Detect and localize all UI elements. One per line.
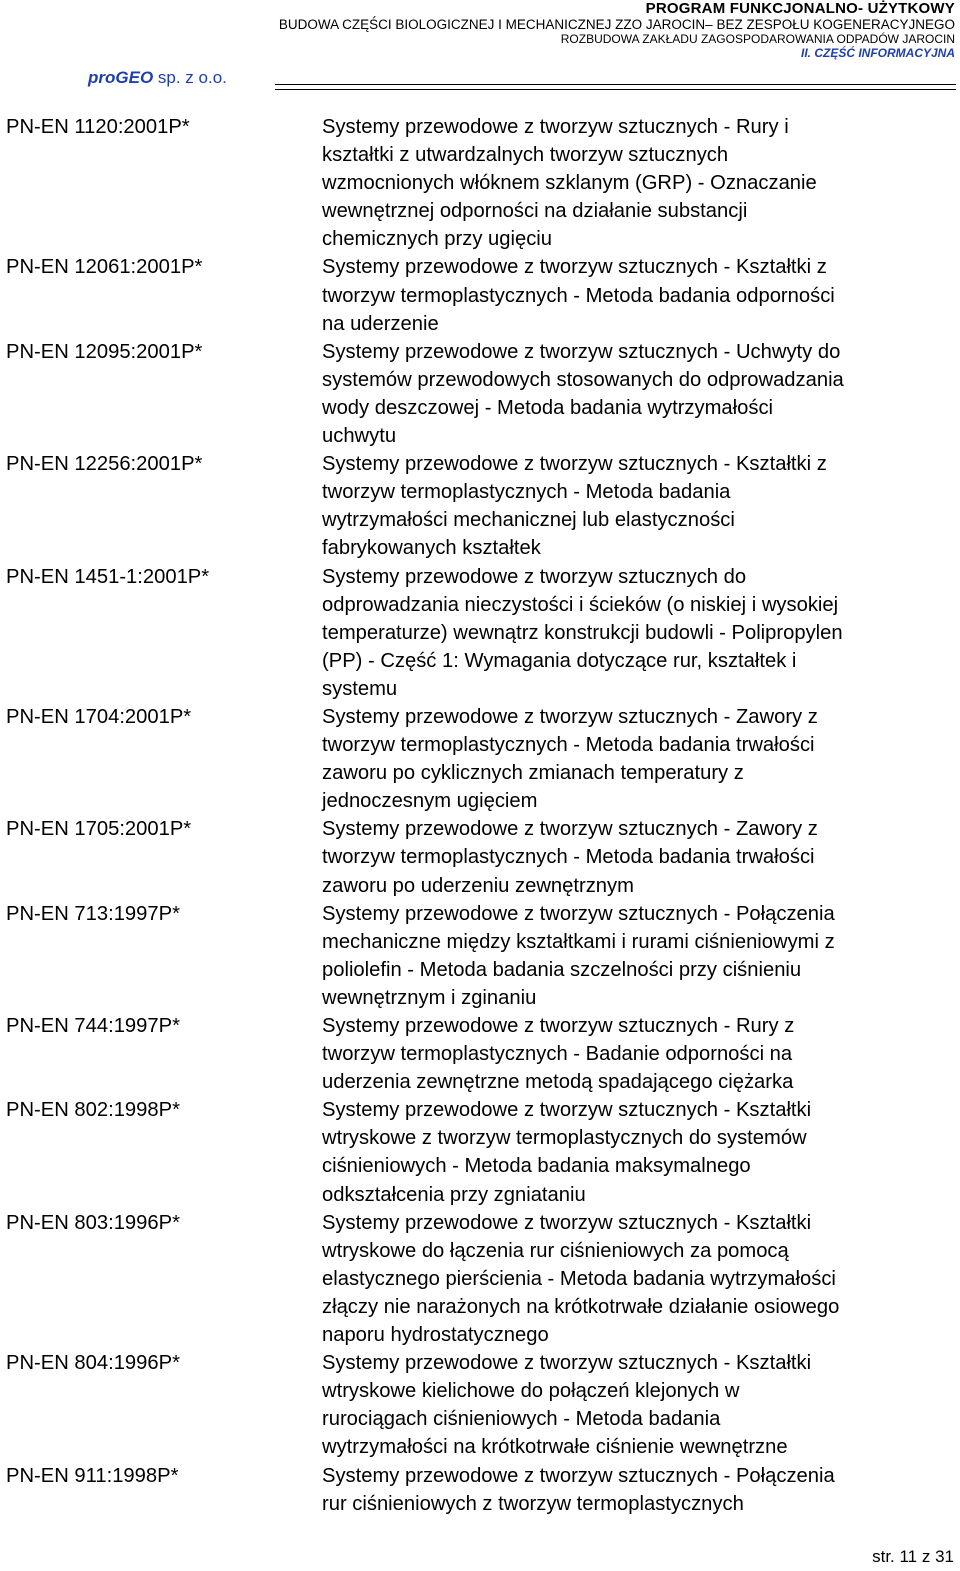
standard-description (322, 450, 958, 562)
standard-description (322, 1012, 958, 1096)
brand-name: proGEO (88, 68, 154, 87)
standard-row (0, 338, 960, 450)
description-line: tworzyw termoplastycznych - Metoda badania odporności (322, 284, 835, 307)
standard-row (0, 1096, 960, 1208)
description-line: chemicznych przy ugięciu (322, 228, 553, 251)
standard-description (322, 253, 958, 337)
standard-code: PN-EN 12095:2001P* (6, 340, 203, 363)
standard-description (322, 703, 958, 815)
page-header (279, 0, 955, 61)
standard-row (0, 1462, 960, 1518)
description-line: zaworu po cyklicznych zmianach temperatury z (322, 762, 744, 785)
standard-row (0, 703, 960, 815)
standard-code: PN-EN 12061:2001P* (6, 256, 203, 279)
standard-row (0, 113, 960, 253)
description-line: fabrykowanych kształtek (322, 537, 541, 560)
header-divider (275, 84, 956, 90)
description-line: rur ciśnieniowych z tworzyw termoplastycznych (322, 1492, 744, 1515)
description-line: naporu hydrostatycznego (322, 1324, 549, 1347)
standards-list (0, 113, 960, 1518)
standard-row (0, 1209, 960, 1349)
description-line: tworzyw termoplastycznych - Metoda badania (322, 481, 731, 504)
standard-code: PN-EN 744:1997P* (6, 1015, 180, 1037)
description-line: Systemy przewodowe z tworzyw sztucznych - Kształtki z (322, 256, 827, 279)
description-line: jednoczesnym ugięciem (322, 790, 538, 813)
description-line: (PP) - Część 1: Wymagania dotyczące rur, kształtek i (322, 649, 797, 672)
standard-description (322, 338, 958, 450)
description-line: wewnętrznym i zginaniu (322, 986, 537, 1009)
description-line: Systemy przewodowe z tworzyw sztucznych - Kształtki (322, 1211, 812, 1234)
standard-code: PN-EN 1120:2001P* (6, 116, 190, 138)
standard-code: PN-EN 1704:2001P* (6, 705, 192, 728)
description-line: złączy nie narażonych na krótkotrwałe działanie osiowego (322, 1295, 840, 1318)
standard-code: PN-EN 802:1998P* (6, 1099, 180, 1122)
description-line: Systemy przewodowe z tworzyw sztucznych do (322, 565, 747, 588)
description-line: wzmocnionych włóknem szklanym (GRP) - Oznaczanie (322, 172, 817, 195)
description-line: wtryskowe do łączenia rur ciśnieniowych za pomocą (322, 1239, 789, 1262)
standard-description (322, 563, 958, 703)
description-line: tworzyw termoplastycznych - Metoda badania trwałości (322, 846, 815, 869)
description-line: systemów przewodowych stosowanych do odprowadzania (322, 368, 844, 391)
description-line: poliolefin - Metoda badania szczelności przy ciśnieniu (322, 958, 802, 981)
header-section-title: II. CZĘŚĆ INFORMACYJNA (800, 46, 955, 60)
description-line: na uderzenie (322, 312, 439, 335)
header-project-title: BUDOWA CZĘŚCI BIOLOGICZNEJ I MECHANICZNEJ ZZO JAROCIN– BEZ ZESPOŁU KOGENERACYJNEGO (278, 17, 955, 32)
standard-code: PN-EN 1705:2001P* (6, 818, 192, 841)
standard-row (0, 900, 960, 1012)
header-program-title: PROGRAM FUNKCJONALNO- UŻYTKOWY (645, 0, 955, 17)
standard-code: PN-EN 804:1996P* (6, 1352, 180, 1375)
description-line: wewnętrznej odporności na działanie substancji (322, 200, 748, 223)
description-line: Systemy przewodowe z tworzyw sztucznych - Rury i (322, 116, 789, 138)
description-line: kształtki z utwardzalnych tworzyw sztucznych (322, 144, 729, 167)
standard-code: PN-EN 803:1996P* (6, 1211, 180, 1234)
standard-code: PN-EN 1451-1:2001P* (6, 565, 210, 588)
description-line: wody deszczowej - Metoda badania wytrzymałości (322, 396, 774, 419)
description-line: tworzyw termoplastycznych - Badanie odporności na (322, 1043, 793, 1066)
description-line: Systemy przewodowe z tworzyw sztucznych - Kształtki (322, 1352, 812, 1375)
page-number: str. 11 z 31 (872, 1547, 954, 1566)
standard-code: PN-EN 713:1997P* (6, 902, 180, 925)
description-line: odkształcenia przy zgniataniu (322, 1183, 586, 1206)
standard-description (322, 1209, 958, 1349)
standard-row (0, 1349, 960, 1461)
standard-description (322, 1462, 958, 1518)
description-line: Systemy przewodowe z tworzyw sztucznych - Połączenia (322, 1464, 835, 1487)
standard-row (0, 563, 960, 703)
standard-description (322, 113, 958, 253)
description-line: Systemy przewodowe z tworzyw sztucznych - Kształtki z (322, 453, 827, 476)
standard-description (322, 815, 958, 899)
description-line: wtryskowe kielichowe do połączeń klejonych w (322, 1380, 740, 1403)
standard-code: PN-EN 911:1998P* (6, 1464, 179, 1487)
standard-row (0, 253, 960, 337)
standard-code: PN-EN 12256:2001P* (6, 453, 203, 476)
standard-row (0, 815, 960, 899)
description-line: rurociągach ciśnieniowych - Metoda badania (322, 1408, 721, 1431)
description-line: temperaturze) wewnątrz konstrukcji budowli - Polipropylen (322, 621, 843, 644)
description-line: systemu (322, 677, 398, 700)
description-line: wtryskowe z tworzyw termoplastycznych do systemów (322, 1127, 807, 1150)
description-line: Systemy przewodowe z tworzyw sztucznych - Kształtki (322, 1099, 812, 1122)
company-brand (88, 68, 227, 88)
description-line: Systemy przewodowe z tworzyw sztucznych - Zawory z (322, 818, 818, 841)
description-line: odprowadzania nieczystości i ścieków (o niskiej i wysokiej (322, 593, 839, 616)
description-line: Systemy przewodowe z tworzyw sztucznych - Zawory z (322, 705, 818, 728)
standard-description (322, 900, 958, 1012)
description-line: tworzyw termoplastycznych - Metoda badania trwałości (322, 734, 815, 757)
description-line: uderzenia zewnętrzne metodą spadającego ciężarka (322, 1071, 794, 1094)
description-line: zaworu po uderzeniu zewnętrznym (322, 874, 634, 897)
description-line: Systemy przewodowe z tworzyw sztucznych - Rury z (322, 1015, 795, 1037)
description-line: Systemy przewodowe z tworzyw sztucznych - Połączenia (322, 902, 835, 925)
description-line: Systemy przewodowe z tworzyw sztucznych - Uchwyty do (322, 340, 841, 363)
header-subproject-title: ROZBUDOWA ZAKŁADU ZAGOSPODAROWANIA ODPADÓW JAROCIN (560, 32, 955, 46)
description-line: mechaniczne między kształtkami i rurami ciśnieniowymi z (322, 930, 835, 953)
description-line: elastycznego pierścienia - Metoda badania wytrzymałości (322, 1267, 836, 1290)
brand-suffix: sp. z o.o. (153, 68, 227, 87)
description-line: uchwytu (322, 425, 397, 448)
standard-description (322, 1096, 958, 1208)
standard-row (0, 450, 960, 562)
standard-row (0, 1012, 960, 1096)
standard-description (322, 1349, 958, 1461)
description-line: wytrzymałości na krótkotrwałe ciśnienie wewnętrzne (322, 1436, 788, 1459)
description-line: wytrzymałości mechanicznej lub elastyczności (322, 509, 735, 532)
description-line: ciśnieniowych - Metoda badania maksymalnego (322, 1155, 751, 1178)
